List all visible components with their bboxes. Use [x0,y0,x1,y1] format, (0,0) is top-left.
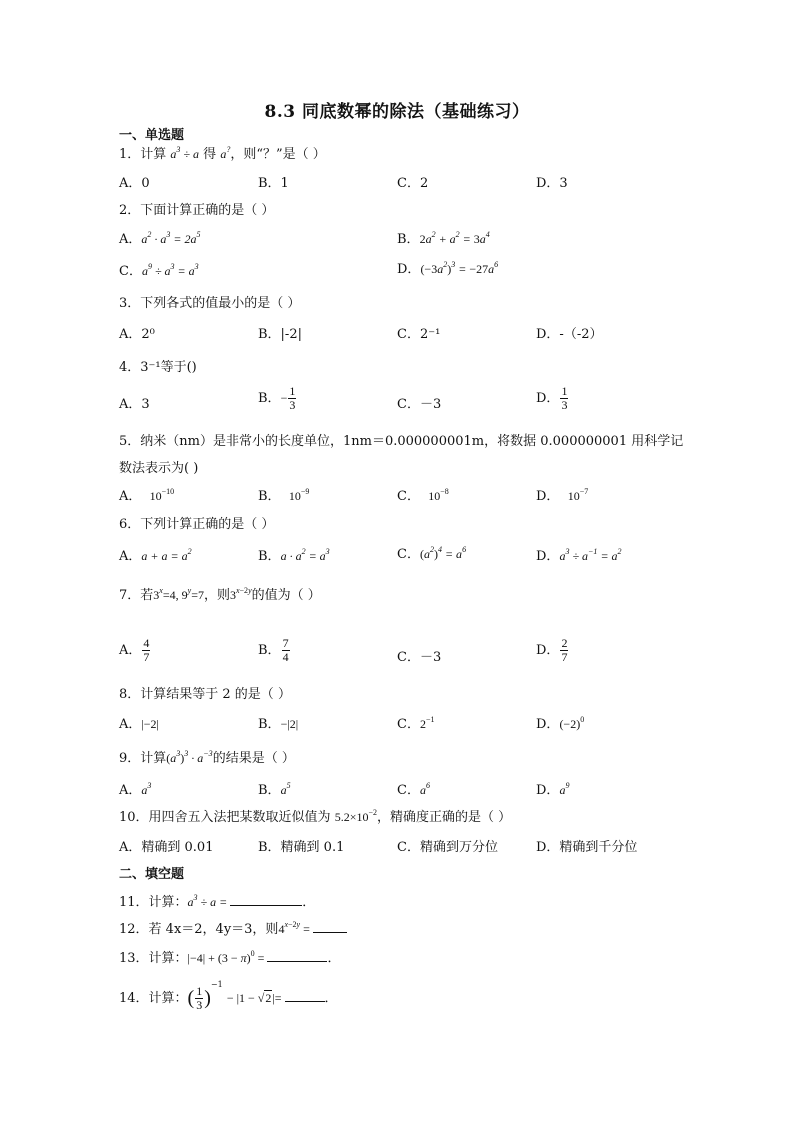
q3-option-c[interactable]: C．2⁻¹ [397,327,441,342]
question-1-lead: 1．计算 [119,147,167,162]
q8-option-b[interactable]: B．−|2| [258,717,299,732]
q9-option-a[interactable]: A．$a^3$ [119,781,152,798]
q2-option-d-label: D． [397,262,421,277]
q4-option-a[interactable]: A．3 [119,397,150,412]
q6-option-c[interactable]: C．$(a^2)^4 = a^6$ [397,545,467,562]
q9-option-b[interactable]: B．$a^5$ [258,781,291,798]
question-13: 13．计算：$|-4| + (3 - \pi)^0$ = ． [119,949,341,966]
q5-option-a-label: A． [119,489,142,504]
q2-option-d[interactable]: D．$(-3a^2)^3 = -27a^6$ [397,260,499,277]
answer-blank-13[interactable] [267,949,327,962]
q10-option-d[interactable]: D．精确到千分位 [536,840,638,855]
question-1-tail: ，则“？”是（ ） [230,147,326,162]
q4-option-b-label: B． [258,391,281,406]
q7-option-b-label: B． [258,643,281,658]
q3-option-b[interactable]: B．|-2| [258,327,302,342]
q4-option-c[interactable]: C．－3 [397,397,442,412]
q8-option-a[interactable]: A．|−2| [119,717,159,732]
question-1 [119,143,326,162]
question-1-mid: 得 [203,147,217,162]
question-12-lead: 12．若 4x＝2，4y＝3，则 [119,922,279,937]
question-11: 11．计算：$a^3 \div a$ = ． [119,893,316,910]
q9-option-c-label: C． [397,783,420,798]
q5-option-c-label: C． [397,489,420,504]
q6-option-d-label: D． [536,549,560,564]
q7-option-a[interactable]: A． $\frac{4}{7}$ [119,636,150,664]
q6-option-b[interactable]: B．$a \cdot a^2 = a^3$ [258,547,330,564]
question-11-tail: ． [302,895,316,910]
q2-option-b[interactable]: B．$2a^2 + a^2 = 3a^4$ [397,230,490,247]
q6-option-c-label: C． [397,547,420,562]
q3-option-d[interactable]: D．-（-2） [536,327,603,342]
q7-option-a-label: A． [119,643,142,658]
q5-option-c[interactable]: C． $10^{-8}$ [397,487,449,504]
q1-result: a? [220,145,231,161]
question-5-line-2: 数法表示为( ) [119,461,199,476]
q5-option-a[interactable]: A． $10^{-10}$ [119,487,175,504]
question-3: 3．下列各式的值最小的是（ ） [119,296,301,311]
q8-option-b-label: B． [258,717,281,732]
q9-option-b-label: B． [258,783,281,798]
question-10: 10．用四舍五入法把某数取近似值为 $5.2\times 10^{-2}$，精确度正确的是（ ） [119,808,512,825]
q8-option-d[interactable]: D．$(-2)^0$ [536,715,585,732]
question-9-lead: 9．计算 [119,751,167,766]
question-10-tail: ，精确度正确的是（ ） [376,810,512,825]
question-8: 8．计算结果等于 2 的是（ ） [119,687,291,702]
answer-blank-11[interactable] [230,893,302,906]
q4-option-d-label: D． [536,391,560,406]
question-13-tail: ． [327,951,341,966]
q8-option-c[interactable]: C．$2^{-1}$ [397,715,435,732]
q8-option-a-label: A． [119,717,142,732]
q7-option-b[interactable]: B． $\frac{7}{4}$ [258,636,289,664]
q7-option-d[interactable]: D． $\frac{2}{7}$ [536,636,568,664]
q9-option-d-label: D． [536,783,560,798]
q10-option-a[interactable]: A．精确到 0.01 [119,840,214,855]
q10-option-c[interactable]: C．精确到万分位 [397,840,498,855]
q1-math: $a^3 \div a$ [170,145,200,161]
question-9-tail: 的结果是（ ） [212,751,295,766]
q6-option-d[interactable]: D．$a^3 \div a^{-1} = a^2$ [536,547,622,564]
q2-option-c-label: C． [119,264,142,279]
q1-option-d[interactable]: D．3 [536,176,568,191]
q5-option-b[interactable]: B． $10^{-9}$ [258,487,310,504]
q6-option-b-label: B． [258,549,281,564]
question-7: 7．若$3^x=4$, $9^y=7$，则$3^{x-2y}$的值为（ ） [119,586,321,603]
q10-option-b[interactable]: B．精确到 0.1 [258,840,345,855]
q2-option-a-label: A． [119,232,142,247]
question-4: 4．3⁻¹等于() [119,360,197,375]
q5-option-d[interactable]: D． $10^{-7}$ [536,487,589,504]
q8-option-c-label: C． [397,717,420,732]
question-9: 9．计算$(a^3)^3 \cdot a^{-3}$的结果是（ ） [119,749,295,766]
question-13-lead: 13．计算： [119,951,188,966]
q5-option-b-label: B． [258,489,281,504]
q4-option-d[interactable]: D． $\frac{1}{3}$ [536,384,568,412]
q1-option-b[interactable]: B．1 [258,176,289,191]
question-10-lead: 10．用四舍五入法把某数取近似值为 [119,810,331,825]
q1-option-c[interactable]: C．2 [397,176,429,191]
question-2: 2．下面计算正确的是（ ） [119,203,275,218]
q8-option-d-label: D． [536,717,560,732]
q3-option-a[interactable]: A．2⁰ [119,327,155,342]
q4-option-b[interactable]: B．− $\frac{1}{3}$ [258,384,296,412]
section-heading-fill-in: 二、填空题 [119,867,185,882]
question-14-tail: ． [324,991,338,1006]
q6-option-a[interactable]: A．$a + a = a^2$ [119,547,192,564]
q6-option-a-label: A． [119,549,142,564]
question-14-lead: 14．计算： [119,991,188,1006]
question-7-lead: 7．若 [119,588,154,603]
question-12: 12．若 4x＝2，4y＝3，则$4^{x-2y}$ = [119,918,347,937]
q9-option-d[interactable]: D．$a^9$ [536,781,570,798]
answer-blank-12[interactable] [313,920,347,933]
q2-option-a[interactable]: A．$a^2 \cdot a^3 = 2a^5$ [119,230,201,247]
q9-option-a-label: A． [119,783,142,798]
q2-option-c[interactable]: C．$a^9 \div a^3 = a^3$ [119,262,199,279]
q9-option-c[interactable]: C．$a^6$ [397,781,430,798]
section-heading-single-choice: 一、单选题 [119,128,185,143]
q5-option-d-label: D． [536,489,560,504]
question-7-mid: ，则 [203,588,230,603]
page-title: 8.3 同底数幂的除法（基础练习） [264,102,530,122]
q7-option-c[interactable]: C．－3 [397,650,442,665]
question-6: 6．下列计算正确的是（ ） [119,517,275,532]
q1-option-a[interactable]: A．0 [119,176,150,191]
answer-blank-14[interactable] [285,989,325,1002]
q2-option-b-label: B． [397,232,420,247]
question-14: 14．计算：( $\frac{1}{3}$ )$^{-1}$ − |1 − √2|= ． [119,979,338,1012]
q7-option-d-label: D． [536,643,560,658]
question-11-lead: 11．计算： [119,895,188,910]
question-7-tail: 的值为（ ） [251,588,321,603]
question-5-line-1: 5．纳米（nm）是非常小的长度单位，1nm＝0.000000001m，将数据 0.000000001 用科学记 [119,434,684,449]
